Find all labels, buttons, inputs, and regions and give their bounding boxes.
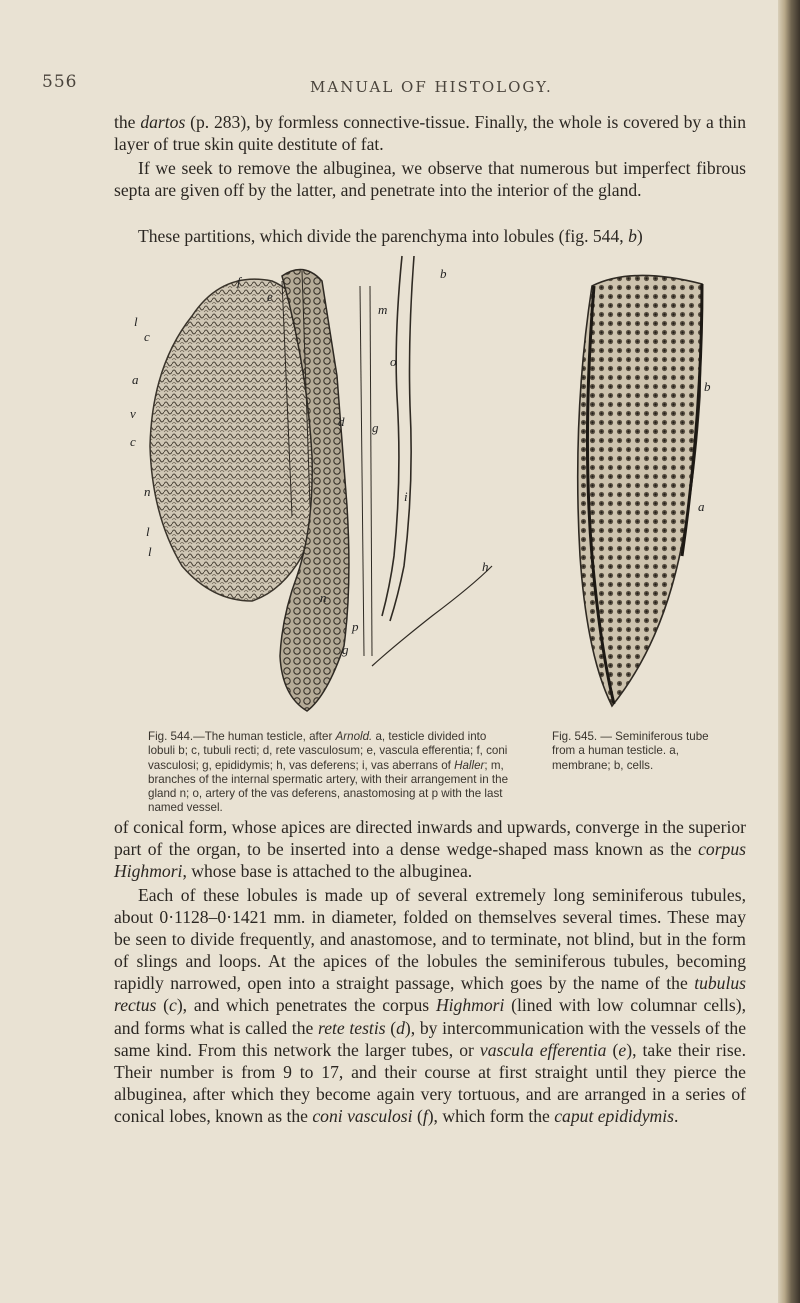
fig544-label-e: e (267, 289, 273, 304)
fig544-label-p: p (352, 619, 359, 634)
fig544-label-l: l (148, 544, 152, 559)
fig544-label-c: c (144, 329, 150, 344)
figure-544-caption: Fig. 544.—The human testicle, after Arnold. a, testicle divided into lobuli b; c, tubuli recti; d, rete vasculosum; e, vascula efferentia; f, coni vasculosi; g, epididymis; h, vas deferens; i, vas aberrans of Haller; m, branches of the internal spermatic artery, with their arrangement in the gland n; o, artery of the vas deferens, anastomosing at p with the last named vessel. (148, 730, 509, 815)
fig544-label-l: l (134, 314, 138, 329)
fig544-label-n: n (320, 590, 327, 605)
paragraph-seminiferous-tubules: Each of these lobules is made up of several extremely long seminiferous tubules, about 0·1128–0·1421 mm. in diameter, folded on themselves several times. These may be seen to divide frequently, and anastomose, and to terminate, not blind, but in the form of slings and loops. At the apices of the lobules the seminiferous tubules, becoming rapidly narrowed, open into a straight passage, which goes by the name of the tubulus rectus (c), and which penetrates the corpus Highmori (lined with low columnar cells), and forms what is called the rete testis (d), by intercommunication with the vessels of the same kind. From this network the larger tubes, or vascula efferentia (e), take their rise. Their number is from 9 to 17, and their course at first straight until they pierce the albuginea, after which they become again very tortuous, and are arranged in a series of conical lobes, known as the coni vasculosi (f), which form the caput epididymis. (114, 885, 747, 1126)
fig544-label-a: a (132, 372, 139, 387)
fig544-label-i: i (404, 489, 408, 504)
fig544-label-l: l (146, 524, 150, 539)
fig544-label-c: c (130, 434, 136, 449)
paragraph-conical-lobules: of conical form, whose apices are directed inwards and upwards, converge in the superior part of the organ, to be inserted into a dense wedge-shaped mass known as the corpus Highmori, whose base is attached to the albuginea. (114, 817, 746, 882)
fig544-label-g: g (372, 420, 379, 435)
figure-545-seminiferous-tube (552, 256, 742, 726)
paragraph-albuginea: If we seek to remove the albuginea, we observe that numerous but imperfect fibrous septa are given off by the latter, and penetrate into the interior of the gland. (114, 158, 746, 201)
paragraph-partitions: These partitions, which divide the parenchyma into lobules (fig. 544, b) (138, 226, 643, 246)
page-header (42, 72, 742, 102)
fig545-label-b: b (704, 379, 711, 394)
paragraph-dartos: the dartos (p. 283), by formless connective-tissue. Finally, the whole is covered by a thin layer of true skin quite destitute of fat. (114, 112, 746, 155)
figure-544-testicle (132, 256, 502, 726)
fig544-label-f: f (237, 274, 241, 289)
fig544-label-m: m (378, 302, 388, 317)
fig544-label-n: n (144, 484, 151, 499)
fig545-label-a: a (698, 499, 705, 514)
fig544-label-g: g (342, 642, 349, 657)
page-edge-shadow (778, 0, 800, 1303)
page-number: 556 (42, 72, 78, 92)
fig544-label-b: b (440, 266, 447, 281)
running-head: MANUAL OF HISTOLOGY. (310, 78, 553, 96)
fig544-label-o: o (390, 354, 397, 369)
figure-545-caption: Fig. 545. — Seminiferous tube from a human testicle. a, membrane; b, cells. (552, 730, 709, 772)
fig544-label-d: d (338, 414, 345, 429)
fig544-label-v: v (130, 406, 136, 421)
fig544-label-h: h (482, 559, 489, 574)
